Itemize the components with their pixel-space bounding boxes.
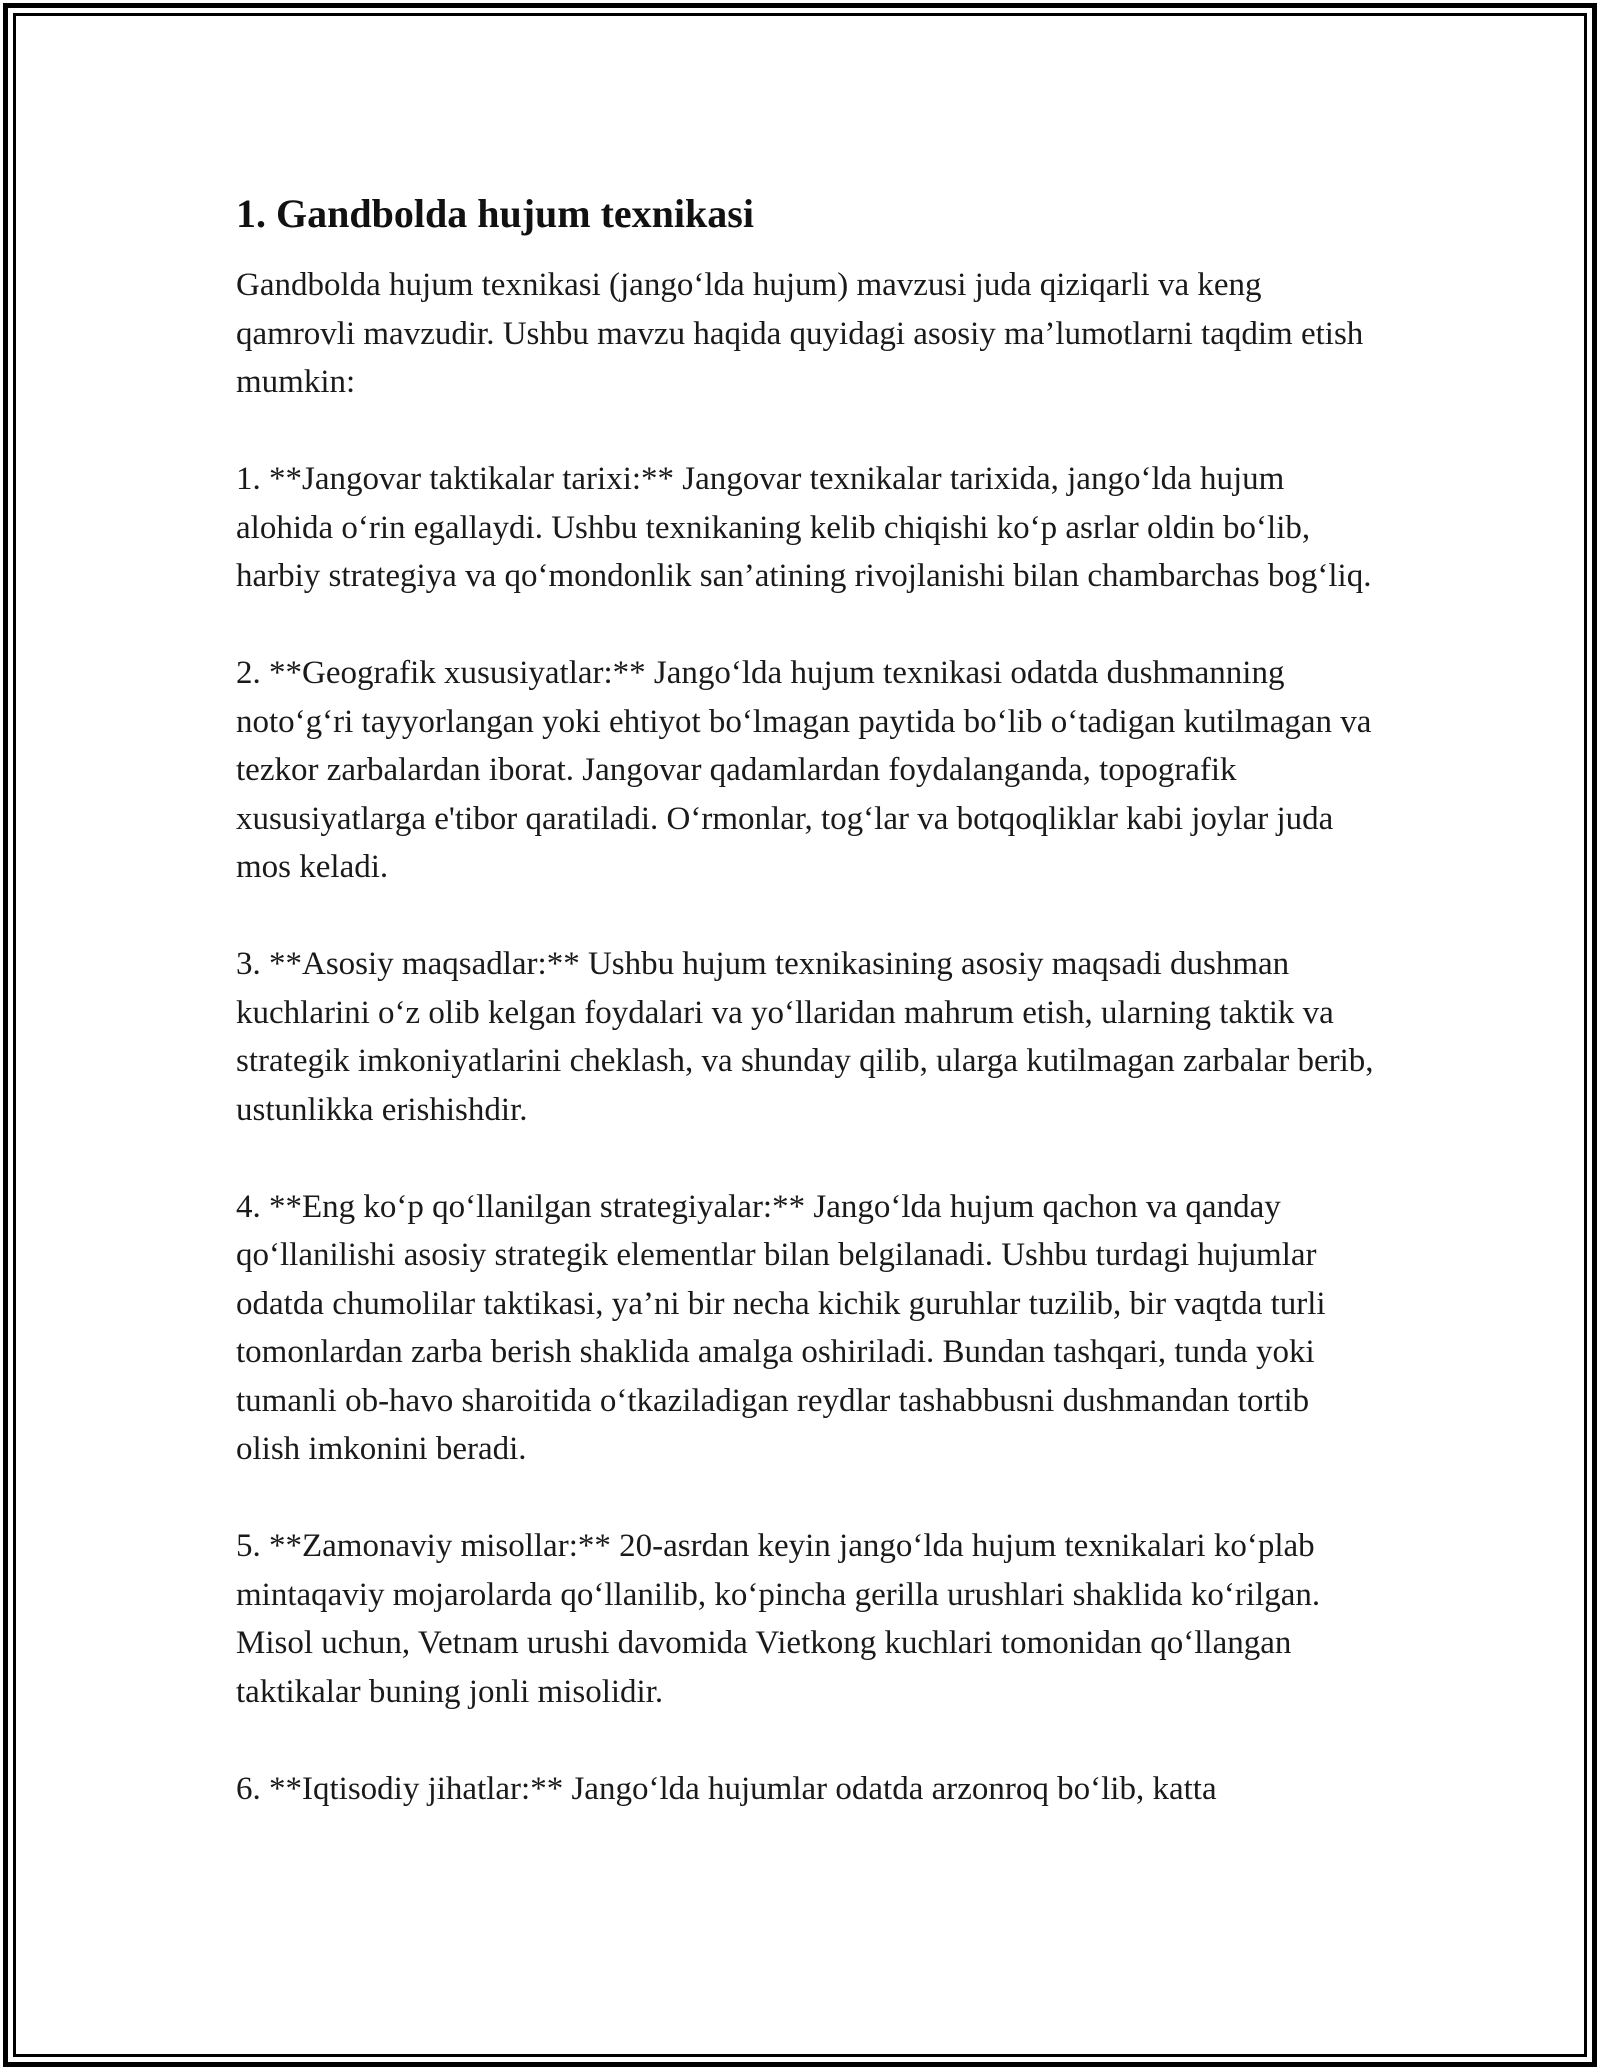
- paragraph-geography: 2. **Geografik xususiyatlar:** Jango‘lda hujum texnikasi odatda dushmanning noto‘g‘ri tayyorlangan yoki ehtiyot bo‘lmagan paytida bo‘lib o‘tadigan kutilmagan va tezkor zarbalardan iborat. Jangovar qadamlardan foydalanganda, topografik xususiyatlarga e'tibor qaratiladi. O‘rmonlar, tog‘lar va botqoqliklar kabi joylar juda mos keladi.: [236, 655, 1372, 885]
- document-body: [236, 184, 1376, 1862]
- intro-paragraph: Gandbolda hujum texnikasi (jango‘lda hujum) mavzusi juda qiziqarli va keng qamrovli mavzudir. Ushbu mavzu haqida quyidagi asosiy ma’lumotlarni taqdim etish mumkin:: [236, 267, 1364, 400]
- paragraph-goals: 3. **Asosiy maqsadlar:** Ushbu hujum texnikasining asosiy maqsadi dushman kuchlarini o‘z olib kelgan foydalari va yo‘llaridan mahrum etish, ularning taktik va strategik imkoniyatlarini cheklash, va shunday qilib, ularga kutilmagan zarbalar berib, ustunlikka erishishdir.: [236, 946, 1374, 1128]
- paragraph-modern-examples: 5. **Zamonaviy misollar:** 20-asrdan keyin jango‘lda hujum texnikalari ko‘plab mintaqaviy mojarolarda qo‘llanilib, ko‘pincha gerilla urushlari shaklida ko‘rilgan. Misol uchun, Vetnam urushi davomida Vietkong kuchlari tomonidan qo‘llangan taktikalar buning jonli misolidir.: [236, 1528, 1321, 1710]
- section-title: 1. Gandbolda hujum texnikasi: [236, 191, 754, 236]
- paragraph-economics: 6. **Iqtisodiy jihatlar:** Jango‘lda hujumlar odatda arzonroq bo‘lib, katta: [236, 1770, 1217, 1807]
- paragraph-history: 1. **Jangovar taktikalar tarixi:** Jangovar texnikalar tarixida, jango‘lda hujum alohida o‘rin egallaydi. Ushbu texnikaning kelib chiqishi ko‘p asrlar oldin bo‘lib, harbiy strategiya va qo‘mondonlik san’atining rivojlanishi bilan chambarchas bog‘liq.: [236, 461, 1372, 594]
- paragraph-strategies: 4. **Eng ko‘p qo‘llanilgan strategiyalar:** Jango‘lda hujum qachon va qanday qo‘llanilishi asosiy strategik elementlar bilan belgilanadi. Ushbu turdagi hujumlar odatda chumolilar taktikasi, ya’ni bir necha kichik guruhlar tuzilib, bir vaqtda turli tomonlardan zarba berish shaklida amalga oshiriladi. Bundan tashqari, tunda yoki tumanli ob-havo sharoitida o‘tkaziladigan reydlar tashabbusni dushmandan tortib olish imkonini beradi.: [236, 1188, 1326, 1467]
